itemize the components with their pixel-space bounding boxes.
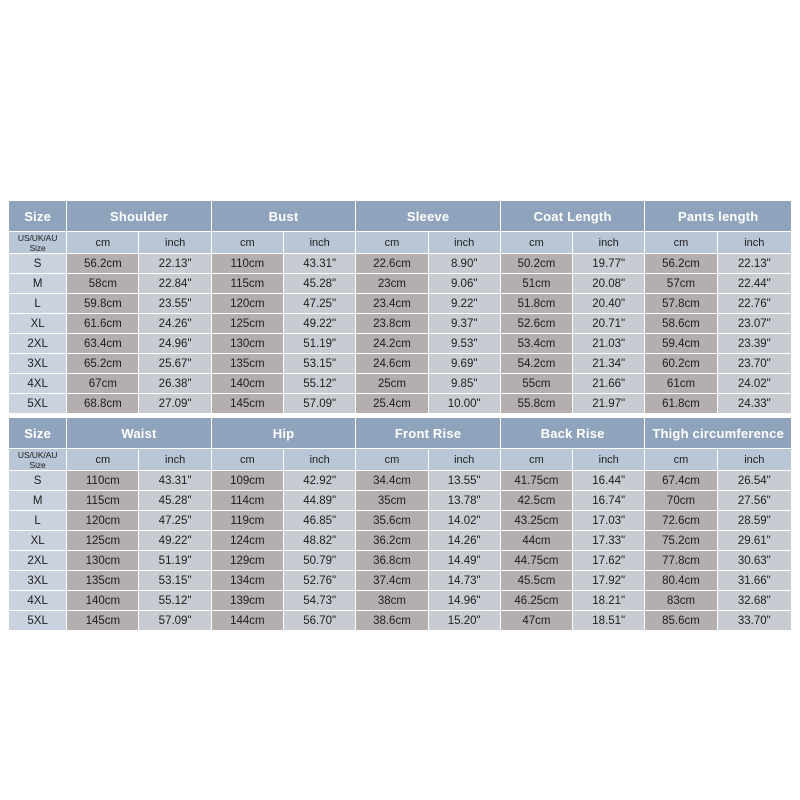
unit-header-cell: cm [645,232,717,254]
table-cell: 20.08" [573,274,645,294]
table-cell: 14.26" [428,531,500,551]
table-cell: 56.2cm [67,254,139,274]
table-cell: 55.8cm [500,394,572,414]
row-header-size: L [9,511,67,531]
table-cell: 33.70" [717,611,791,631]
size-chart-container [8,200,792,631]
table-row [9,354,792,374]
row-header-size: 4XL [9,591,67,611]
table-cell: 17.92" [573,571,645,591]
table-cell: 130cm [211,334,283,354]
row-header-size: 5XL [9,611,67,631]
table-row [9,531,792,551]
table-cell: 52.76" [284,571,356,591]
table-cell: 9.37" [428,314,500,334]
row-header-size: 3XL [9,354,67,374]
table-cell: 24.96" [139,334,211,354]
table-cell: 70cm [645,491,717,511]
table-cell: 21.97" [573,394,645,414]
table-cell: 37.4cm [356,571,428,591]
table-cell: 109cm [211,471,283,491]
table-cell: 18.21" [573,591,645,611]
row-header-size: L [9,294,67,314]
table-row [9,571,792,591]
table-cell: 25.67" [139,354,211,374]
table-cell: 23.55" [139,294,211,314]
table-cell: 51.19" [139,551,211,571]
column-group-header: Front Rise [356,418,501,449]
table-cell: 47.25" [139,511,211,531]
unit-header-cell: cm [211,232,283,254]
table-cell: 56.70" [284,611,356,631]
table-cell: 19.77" [573,254,645,274]
table-row [9,511,792,531]
table-unit-row [9,449,792,471]
table-cell: 22.6cm [356,254,428,274]
column-header-size: Size [9,201,67,232]
table-cell: 24.02" [717,374,791,394]
table-cell: 46.25cm [500,591,572,611]
table-cell: 13.78" [428,491,500,511]
table-cell: 47.25" [284,294,356,314]
table-cell: 14.02" [428,511,500,531]
table-cell: 23.4cm [356,294,428,314]
table-cell: 52.6cm [500,314,572,334]
table-cell: 110cm [67,471,139,491]
unit-header-cell: inch [139,232,211,254]
table-cell: 9.06" [428,274,500,294]
table-cell: 49.22" [139,531,211,551]
table-row [9,254,792,274]
table-cell: 72.6cm [645,511,717,531]
table-cell: 24.33" [717,394,791,414]
table-cell: 42.5cm [500,491,572,511]
table-cell: 16.74" [573,491,645,511]
table-cell: 22.84" [139,274,211,294]
table-cell: 9.53" [428,334,500,354]
table-cell: 21.03" [573,334,645,354]
table-cell: 20.71" [573,314,645,334]
table-cell: 53.15" [139,571,211,591]
table-cell: 38cm [356,591,428,611]
table-cell: 22.76" [717,294,791,314]
table-cell: 23.8cm [356,314,428,334]
unit-header-cell: inch [573,449,645,471]
table-cell: 85.6cm [645,611,717,631]
table-cell: 26.38" [139,374,211,394]
table-cell: 27.56" [717,491,791,511]
table-row [9,611,792,631]
table-cell: 22.13" [717,254,791,274]
table-cell: 9.69" [428,354,500,374]
row-header-size: S [9,254,67,274]
table-cell: 43.31" [139,471,211,491]
table-cell: 47cm [500,611,572,631]
table-cell: 67cm [67,374,139,394]
unit-header-cell: inch [717,232,791,254]
table-cell: 54.73" [284,591,356,611]
table-cell: 35cm [356,491,428,511]
table-cell: 65.2cm [67,354,139,374]
table-cell: 48.82" [284,531,356,551]
unit-header-cell: inch [717,449,791,471]
table-cell: 21.34" [573,354,645,374]
unit-header-cell: cm [356,232,428,254]
table-cell: 55.12" [139,591,211,611]
table-cell: 23.70" [717,354,791,374]
table-cell: 28.59" [717,511,791,531]
table-row [9,394,792,414]
table-cell: 30.63" [717,551,791,571]
table-cell: 61.8cm [645,394,717,414]
table-cell: 130cm [67,551,139,571]
table-cell: 44cm [500,531,572,551]
table-cell: 22.44" [717,274,791,294]
table-cell: 145cm [67,611,139,631]
table-cell: 10.00" [428,394,500,414]
table-cell: 115cm [211,274,283,294]
table-cell: 20.40" [573,294,645,314]
table-cell: 46.85" [284,511,356,531]
table-cell: 17.03" [573,511,645,531]
table-cell: 58.6cm [645,314,717,334]
table-row [9,274,792,294]
unit-header-cell: inch [284,449,356,471]
table-cell: 23.39" [717,334,791,354]
table-header-row [9,201,792,232]
table-cell: 9.22" [428,294,500,314]
table-cell: 14.96" [428,591,500,611]
table-cell: 38.6cm [356,611,428,631]
column-group-header: Back Rise [500,418,645,449]
table-cell: 57.8cm [645,294,717,314]
table-cell: 27.09" [139,394,211,414]
table-row [9,491,792,511]
unit-header-cell: cm [500,232,572,254]
table-cell: 61.6cm [67,314,139,334]
unit-header-cell: cm [645,449,717,471]
table-cell: 68.8cm [67,394,139,414]
column-group-header: Thigh circumference [645,418,792,449]
table-cell: 25.4cm [356,394,428,414]
unit-header-cell: cm [500,449,572,471]
table-header-row [9,418,792,449]
row-header-size: M [9,491,67,511]
table-cell: 45.28" [284,274,356,294]
table-cell: 24.6cm [356,354,428,374]
unit-header-region-size: US/UK/AU Size [9,232,67,254]
column-group-header: Bust [211,201,356,232]
table-cell: 140cm [67,591,139,611]
unit-header-region-size: US/UK/AU Size [9,449,67,471]
table-cell: 135cm [67,571,139,591]
table-cell: 53.15" [284,354,356,374]
table-cell: 139cm [211,591,283,611]
column-group-header: Hip [211,418,356,449]
table-cell: 44.89" [284,491,356,511]
table-cell: 120cm [67,511,139,531]
table-cell: 51cm [500,274,572,294]
table-cell: 75.2cm [645,531,717,551]
table-cell: 36.2cm [356,531,428,551]
table-cell: 9.85" [428,374,500,394]
table-cell: 54.2cm [500,354,572,374]
table-cell: 144cm [211,611,283,631]
table-cell: 77.8cm [645,551,717,571]
table-row [9,294,792,314]
table-cell: 14.49" [428,551,500,571]
unit-header-cell: cm [67,232,139,254]
row-header-size: M [9,274,67,294]
table-cell: 140cm [211,374,283,394]
unit-header-cell: cm [211,449,283,471]
table-cell: 23.07" [717,314,791,334]
table-cell: 125cm [67,531,139,551]
table-row [9,471,792,491]
table-row [9,551,792,571]
table-cell: 16.44" [573,471,645,491]
table-cell: 83cm [645,591,717,611]
table-cell: 135cm [211,354,283,374]
table-cell: 17.33" [573,531,645,551]
table-row [9,314,792,334]
table-cell: 34.4cm [356,471,428,491]
table-cell: 145cm [211,394,283,414]
row-header-size: XL [9,531,67,551]
row-header-size: 4XL [9,374,67,394]
table-cell: 14.73" [428,571,500,591]
table-cell: 134cm [211,571,283,591]
row-header-size: 2XL [9,551,67,571]
table-cell: 8.90" [428,254,500,274]
table-row [9,374,792,394]
table-cell: 59.8cm [67,294,139,314]
table-cell: 49.22" [284,314,356,334]
unit-header-cell: inch [284,232,356,254]
table-cell: 42.92" [284,471,356,491]
column-header-size: Size [9,418,67,449]
table-cell: 45.28" [139,491,211,511]
table-unit-row [9,232,792,254]
table-cell: 50.79" [284,551,356,571]
column-group-header: Shoulder [67,201,212,232]
table-cell: 29.61" [717,531,791,551]
table-cell: 43.31" [284,254,356,274]
unit-header-cell: inch [573,232,645,254]
table-cell: 50.2cm [500,254,572,274]
column-group-header: Sleeve [356,201,501,232]
column-group-header: Pants length [645,201,792,232]
table-cell: 22.13" [139,254,211,274]
table-cell: 26.54" [717,471,791,491]
table-cell: 55cm [500,374,572,394]
table-row [9,334,792,354]
table-cell: 51.19" [284,334,356,354]
column-group-header: Waist [67,418,212,449]
table-cell: 57.09" [139,611,211,631]
unit-header-cell: inch [428,449,500,471]
table-cell: 59.4cm [645,334,717,354]
table-cell: 55.12" [284,374,356,394]
unit-header-cell: cm [356,449,428,471]
unit-header-cell: inch [428,232,500,254]
table-cell: 43.25cm [500,511,572,531]
table-cell: 115cm [67,491,139,511]
table-cell: 24.26" [139,314,211,334]
table-cell: 57cm [645,274,717,294]
table-cell: 110cm [211,254,283,274]
table-cell: 56.2cm [645,254,717,274]
table-cell: 17.62" [573,551,645,571]
table-cell: 60.2cm [645,354,717,374]
table-cell: 25cm [356,374,428,394]
table-cell: 63.4cm [67,334,139,354]
table-cell: 67.4cm [645,471,717,491]
table-cell: 80.4cm [645,571,717,591]
table-cell: 120cm [211,294,283,314]
table-cell: 32.68" [717,591,791,611]
table-cell: 44.75cm [500,551,572,571]
table-cell: 36.8cm [356,551,428,571]
table-cell: 24.2cm [356,334,428,354]
table-cell: 35.6cm [356,511,428,531]
table-cell: 51.8cm [500,294,572,314]
table-cell: 45.5cm [500,571,572,591]
table-cell: 23cm [356,274,428,294]
column-group-header: Coat Length [500,201,645,232]
table-cell: 125cm [211,314,283,334]
table-cell: 41.75cm [500,471,572,491]
row-header-size: 5XL [9,394,67,414]
row-header-size: 2XL [9,334,67,354]
table-row [9,591,792,611]
table-cell: 31.66" [717,571,791,591]
table-cell: 129cm [211,551,283,571]
table-cell: 57.09" [284,394,356,414]
unit-header-cell: inch [139,449,211,471]
table-cell: 53.4cm [500,334,572,354]
table-cell: 13.55" [428,471,500,491]
row-header-size: S [9,471,67,491]
table-cell: 21.66" [573,374,645,394]
table-cell: 114cm [211,491,283,511]
size-chart-table [8,200,792,631]
row-header-size: 3XL [9,571,67,591]
table-cell: 61cm [645,374,717,394]
table-cell: 18.51" [573,611,645,631]
unit-header-cell: cm [67,449,139,471]
table-cell: 124cm [211,531,283,551]
row-header-size: XL [9,314,67,334]
table-cell: 119cm [211,511,283,531]
size-chart-body [9,201,792,631]
table-cell: 15.20" [428,611,500,631]
table-cell: 58cm [67,274,139,294]
